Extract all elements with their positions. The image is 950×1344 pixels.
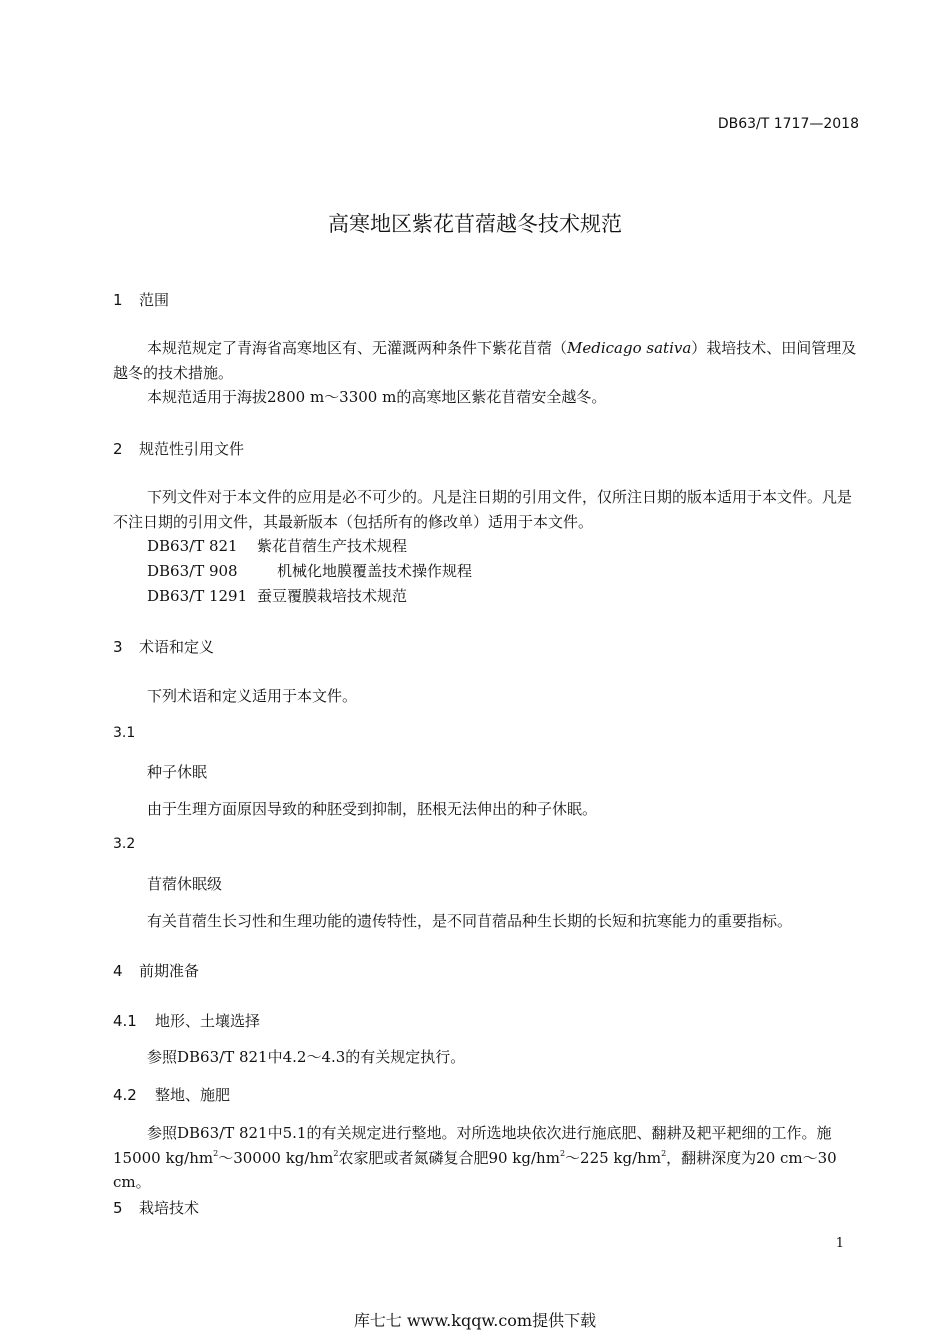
- reference-code: DB63/T 821: [147, 537, 238, 555]
- section-title: 前期准备: [139, 962, 200, 980]
- reference-item: [147, 585, 407, 606]
- section-1-heading: [113, 289, 169, 310]
- subsection-number: 4.1: [113, 1012, 137, 1030]
- section-3-heading: [113, 636, 214, 657]
- term-number: 3.1: [113, 725, 136, 741]
- reference-item: [147, 535, 407, 556]
- term-number: 3.2: [113, 836, 136, 852]
- document-number: DB63/T 1717—2018: [717, 116, 859, 132]
- section-2-intro: 下列文件对于本文件的应用是必不可少的。凡是注日期的引用文件，仅所注日期的版本适用于本文件。凡是不注日期的引用文件，其最新版本（包括所有的修改单）适用于本文件。: [113, 488, 853, 531]
- reference-title: 机械化地膜覆盖技术操作规程: [277, 562, 473, 580]
- footer-watermark-text: 库七七 www.kqqw.com提供下载: [353, 1311, 597, 1330]
- section-number: 4: [113, 962, 123, 980]
- reference-title: 蚕豆覆膜栽培技术规范: [257, 587, 408, 605]
- section-title: 栽培技术: [139, 1199, 200, 1217]
- reference-code: DB63/T 1291: [147, 587, 248, 605]
- section-number: 3: [113, 638, 123, 656]
- section-1-paragraph-2: 本规范适用于海拔2800 m～3300 m的高寒地区紫花苜蓿安全越冬。: [147, 388, 607, 406]
- section-1-paragraph-1: 本规范规定了青海省高寒地区有、无灌溉两种条件下紫花苜蓿（Medicago sativa）栽培技术、田间管理及越冬的技术措施。: [113, 339, 857, 382]
- section-number: 5: [113, 1199, 123, 1217]
- section-number: 1: [113, 291, 123, 309]
- section-number: 2: [113, 440, 123, 458]
- term-title: 种子休眠: [147, 763, 208, 781]
- subsection-4-1-text: 参照DB63/T 821中4.2～4.3的有关规定执行。: [147, 1048, 466, 1066]
- reference-code: DB63/T 908: [147, 562, 238, 580]
- page-title: 高寒地区紫花苜蓿越冬技术规范: [328, 212, 622, 236]
- reference-item: [147, 560, 472, 581]
- term-title: 苜蓿休眠级: [147, 875, 223, 893]
- section-title: 范围: [139, 291, 170, 309]
- subsection-number: 4.2: [113, 1086, 137, 1104]
- subsection-title: 整地、施肥: [155, 1086, 231, 1104]
- subsection-title: 地形、土壤选择: [155, 1012, 261, 1030]
- subsection-4-2-heading: [113, 1084, 230, 1105]
- term-definition: 由于生理方面原因导致的种胚受到抑制，胚根无法伸出的种子休眠。: [147, 800, 598, 818]
- subsection-4-2-text: 参照DB63/T 821中5.1的有关规定进行整地。对所选地块依次进行施底肥、翻耕及耙平耙细的工作。施15000 $kg/hm^2\sim 30000$ $kg/hm^2$农家肥或者氮磷复合肥90 $kg/hm^2\sim 225$ $kg/hm^2$，翻耕深度为20 cm～30 cm。: [113, 1124, 837, 1191]
- section-2-heading: [113, 438, 244, 459]
- subsection-4-1-heading: [113, 1010, 260, 1031]
- latin-name: Medicago sativa: [567, 339, 692, 357]
- term-definition: 有关苜蓿生长习性和生理功能的遗传特性，是不同苜蓿品种生长期的长短和抗寒能力的重要指标。: [147, 912, 793, 930]
- section-4-heading: [113, 960, 199, 981]
- reference-title: 紫花苜蓿生产技术规程: [257, 537, 408, 555]
- page-number: 1: [835, 1236, 844, 1251]
- section-title: 规范性引用文件: [139, 440, 245, 458]
- section-5-heading: [113, 1197, 199, 1218]
- section-title: 术语和定义: [139, 638, 215, 656]
- section-3-intro: 下列术语和定义适用于本文件。: [147, 687, 358, 705]
